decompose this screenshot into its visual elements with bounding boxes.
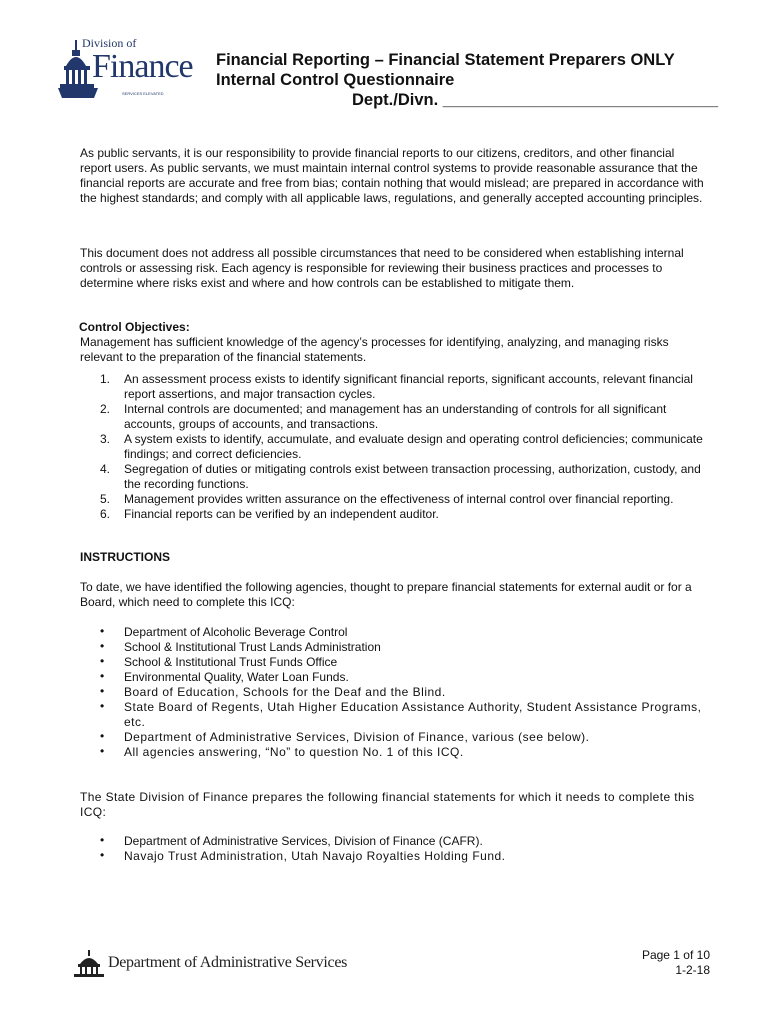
objective-number: 2. [100, 402, 111, 416]
objective-number: 6. [100, 507, 111, 521]
page-footer-info [642, 948, 710, 978]
control-objectives-lead: Management has sufficient knowledge of the agency’s processes for identifying, analyzing, and managing risks relevant to the preparation of the financial statements. [80, 335, 669, 364]
bullet: • [100, 684, 105, 698]
list-item [100, 729, 714, 745]
list-item [100, 624, 714, 640]
page-number: Page 1 of 10 [641, 948, 710, 962]
logo-division-text: Division of [82, 36, 137, 50]
bullet: • [100, 833, 105, 847]
list-item [100, 833, 714, 849]
agency-list [100, 624, 714, 760]
objective-text: A system exists to identify, accumulate, and evaluate design and operating control deficiencies; communicate findings; and correct deficiencies. [124, 432, 703, 461]
objective-item [100, 402, 714, 432]
list-item [100, 669, 714, 685]
objective-text: Segregation of duties or mitigating controls exist between transaction processing, authorization, custody, and the recording functions. [124, 462, 701, 491]
agency-text: Department of Administrative Services, Division of Finance, various (see below). [124, 730, 590, 744]
bullet: • [100, 639, 105, 653]
agency-text: All agencies answering, “No” to question No. 1 of this ICQ. [124, 745, 464, 759]
objective-number: 1. [100, 372, 111, 386]
division-statement-list [100, 833, 714, 864]
list-item [100, 848, 714, 864]
objective-number: 4. [100, 462, 111, 476]
agency-text: School & Institutional Trust Lands Administration [124, 640, 381, 654]
objective-number: 3. [100, 432, 111, 446]
document-title [216, 50, 675, 90]
bullet: • [100, 729, 105, 743]
bullet: • [100, 848, 105, 862]
objective-number: 5. [100, 492, 111, 506]
title-line-2: Internal Control Questionnaire [216, 71, 455, 89]
objective-item [100, 507, 714, 522]
objective-text: An assessment process exists to identify significant financial reports, significant accounts, relevant financial report assertions, and major transaction cycles. [124, 372, 693, 401]
objective-text: Management provides written assurance on the effectiveness of internal control over financial reporting. [124, 492, 674, 506]
objective-item [100, 492, 714, 507]
instructions-lead: To date, we have identified the following agencies, thought to prepare financial statements for external audit or for a Board, which need to complete this ICQ: [80, 580, 692, 609]
logo-tagline: SERVICES ELEVATED [122, 91, 164, 96]
intro-paragraph-2: This document does not address all possible circumstances that need to be considered when establishing internal controls or assessing risk. Each agency is responsible for reviewing their business practices and processes to determine where risks exist and where and how controls can be established to mitigate them. [80, 246, 684, 290]
agency-text: State Board of Regents, Utah Higher Education Assistance Authority, Student Assistance Programs, etc. [124, 700, 702, 729]
bullet: • [100, 744, 105, 758]
list-item [100, 699, 714, 730]
list-item [100, 684, 714, 700]
list-item [100, 654, 714, 670]
list-item [100, 744, 714, 760]
instructions-heading: INSTRUCTIONS [80, 550, 170, 564]
statement-text: Department of Administrative Services, Division of Finance (CAFR). [124, 834, 483, 848]
agency-text: Environmental Quality, Water Loan Funds. [124, 670, 349, 684]
agency-text: Board of Education, Schools for the Deaf and the Blind. [124, 685, 446, 699]
statement-text: Navajo Trust Administration, Utah Navajo Royalties Holding Fund. [124, 849, 506, 863]
control-objectives-heading: Control Objectives: [79, 320, 190, 334]
title-line-1: Financial Reporting – Financial Statement Preparers ONLY [216, 51, 675, 69]
bullet: • [100, 699, 105, 713]
bullet: • [100, 624, 105, 638]
objective-text: Financial reports can be verified by an independent auditor. [124, 507, 439, 521]
revision-date: 1-2-18 [675, 963, 710, 977]
control-objectives-list [100, 372, 714, 522]
bullet: • [100, 669, 105, 683]
agency-text: School & Institutional Trust Funds Office [124, 655, 338, 669]
objective-item [100, 432, 714, 462]
objective-item [100, 372, 714, 402]
footer-dept-name: Department of Administrative Services [108, 954, 348, 971]
agency-text: Department of Alcoholic Beverage Control [124, 625, 348, 639]
objective-text: Internal controls are documented; and management has an understanding of controls for all significant accounts, groups of accounts, and transactions. [124, 402, 667, 431]
logo-finance-text: Finance [92, 48, 193, 85]
objective-item [100, 462, 714, 492]
capitol-building-icon [74, 950, 104, 978]
division-of-finance-logo [58, 36, 193, 100]
division-statements-lead: The State Division of Finance prepares the following financial statements for which it needs to complete this ICQ: [80, 790, 695, 819]
das-footer-logo [74, 950, 354, 980]
dept-divn-field: Dept./Divn. ______________________________ [352, 91, 719, 109]
list-item [100, 639, 714, 655]
bullet: • [100, 654, 105, 668]
intro-paragraph-1: As public servants, it is our responsibility to provide financial reports to our citizens, creditors, and other financial report users. As public servants, we must maintain internal control systems to provide reasonable assurance that the financial reports are accurate and free from bias; contain nothing that would mislead; are prepared in accordance with the highest standards; and comply with all applicable laws, regulations, and generally accepted accounting principles. [80, 146, 704, 205]
